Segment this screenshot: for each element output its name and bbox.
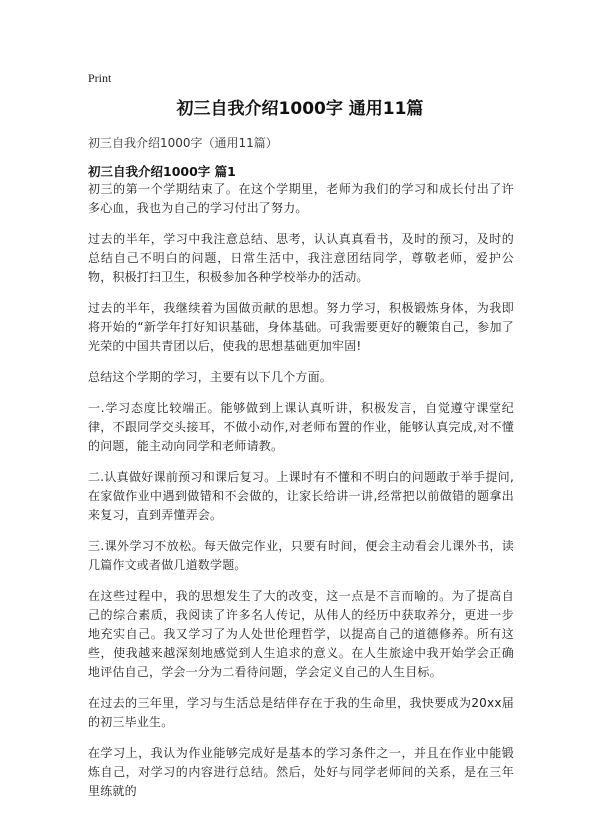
page-title: 初三自我介绍1000字 通用11篇	[176, 99, 424, 119]
paragraph: 在过去的三年里，学习与生活总是结伴存在于我的生命里，我快要成为20xx届的初三毕业生。	[88, 696, 514, 729]
paragraph: 在这些过程中，我的思想发生了大的改变，这一点是不言而喻的。为了提高自己的综合素质，我阅读了许多名人传记，从伟人的经历中获取养分，更进一步地充实自己。我又学习了为人处世伦理哲学，以提高自己的道德修养。所有这些，使我越来越深刻地感觉到人生追求的意义。在人生旅途中我开始学会正确地评估自己，学会一分为二看待问题，学会定义自己的人生目标。	[88, 589, 514, 679]
article-body	[88, 180, 514, 813]
paragraph: 过去的半年，我继续着为国做贡献的思想。努力学习，积极锻炼身体，为我即将开始的“新学年打好知识基础，身体基础。可我需要更好的鞭策自己，参加了光荣的中国共青团以后，使我的思想基础更加牢固!	[88, 301, 514, 353]
paragraph: 二.认真做好课前预习和课后复习。上课时有不懂和不明白的问题敢于举手提问,在家做作业中遇到做错和不会做的，让家长给讲一讲,经常把以前做错的题拿出来复习，直到弄懂弄会。	[88, 470, 514, 522]
document-subtitle: 初三自我介绍1000字（通用11篇）	[88, 136, 278, 150]
section-heading: 初三自我介绍1000字 篇1	[88, 164, 236, 179]
paragraph: 在学习上，我认为作业能够完成好是基本的学习条件之一，并且在作业中能锻炼自己，对学习的内容进行总结。然后，处好与同学老师间的关系，是在三年里练就的	[88, 746, 514, 798]
print-link[interactable]: Print	[88, 71, 112, 85]
paragraph: 初三的第一个学期结束了。在这个学期里，老师为我们的学习和成长付出了许多心血，我也为自己的学习付出了努力。	[88, 182, 514, 215]
paragraph: 总结这个学期的学习，主要有以下几个方面。	[88, 370, 333, 384]
paragraph: 一.学习态度比较端正。能够做到上课认真听讲，积极发言，自觉遵守课堂纪律，不跟同学交头接耳，不做小动作,对老师布置的作业，能够认真完成,对不懂的问题，能主动向同学和老师请教。	[88, 401, 514, 453]
paragraph: 三.课外学习不放松。每天做完作业，只要有时间，便会主动看会儿课外书，读几篇作文或者做几道数学题。	[88, 539, 514, 572]
paragraph: 过去的半年，学习中我注意总结、思考，认认真真看书，及时的预习，及时的总结自己不明白的问题，日常生活中，我注意团结同学，尊敬老师，爱护公物，积极打扫卫生，积极参加各种学校举办的活动。	[88, 232, 514, 284]
